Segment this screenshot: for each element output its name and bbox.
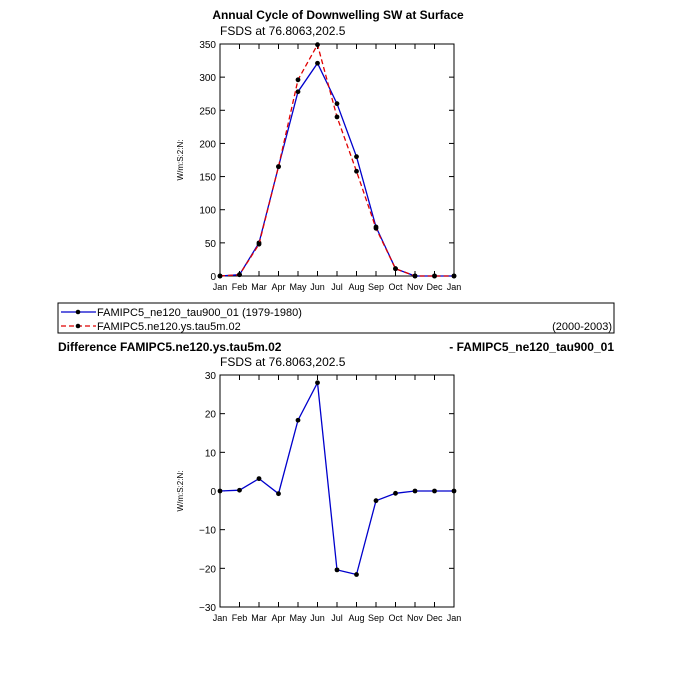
bottom-x-tick-label: Jun [310,613,325,623]
top-y-tick-label: 250 [199,106,216,118]
bottom-plot-series [218,380,457,577]
top-x-tick-label: Jul [331,282,343,292]
bottom-y-tick-label: −10 [199,525,216,537]
top-x-tick-label: Jan [212,282,228,292]
top-x-tick-label: Jun [310,282,325,292]
bottom-x-tick-label: Sep [367,613,385,623]
top-series-1-point [257,242,262,247]
top-x-tick-label: Feb [231,282,248,292]
bottom-x-tick-label: Jan [446,613,462,623]
bottom-x-tick-label: Dec [426,613,443,623]
bottom-series-0-point [296,418,301,423]
legend-entry-control [61,307,302,319]
top-series-1-point [335,115,340,120]
bottom-chart-title-right: - FAMIPC5_ne120_tau900_01 [449,340,614,354]
legend-label-test: FAMIPC5.ne120.ys.tau5m.02 [97,321,241,333]
legend-years-test: (2000-2003) [552,321,612,333]
bottom-x-tick-label: May [289,613,307,623]
top-plot-ticks [199,40,461,292]
top-y-tick-label: 350 [199,40,216,51]
bottom-series-line-0 [220,383,454,575]
top-series-1-point [393,266,398,271]
bottom-y-tick-label: 10 [204,448,216,460]
legend-marker-test [76,324,81,329]
top-chart-title: Annual Cycle of Downwelling SW at Surface [212,8,464,22]
bottom-series-0-point [276,491,281,496]
top-series-0-point [354,154,359,159]
top-y-tick-label: 200 [199,139,216,151]
bottom-series-0-point [237,488,242,493]
bottom-x-tick-label: Apr [271,613,286,623]
bottom-x-tick-label: Nov [406,613,424,623]
top-series-1-point [432,274,437,279]
top-series-1-point [276,164,281,169]
top-y-axis-label: W/m:S:2:N: [176,139,185,181]
top-series-1-point [413,274,418,279]
bottom-series-0-point [432,489,437,494]
bottom-series-0-point [257,476,262,481]
top-series-1-point [237,272,242,277]
top-x-tick-label: Dec [426,282,443,292]
top-series-0-point [315,61,320,66]
bottom-series-0-point [354,572,359,577]
top-y-tick-label: 150 [199,172,216,184]
top-y-tick-label: 300 [199,73,216,85]
bottom-x-tick-label: Feb [231,613,248,623]
bottom-y-tick-label: 0 [210,487,216,498]
top-series-1-point [452,274,457,279]
top-x-tick-label: Aug [348,282,365,292]
top-x-tick-label: Mar [251,282,267,292]
legend-label-control: FAMIPC5_ne120_tau900_01 (1979-1980) [97,307,302,319]
top-series-1-point [354,169,359,174]
top-y-tick-label: 50 [204,238,216,250]
bottom-y-axis-label: W/m:S:2:N: [176,470,185,512]
top-series-0-point [296,89,301,94]
top-x-tick-label: Oct [388,282,403,292]
bottom-x-tick-label: Jan [212,613,228,623]
bottom-chart-title-left: Difference FAMIPC5.ne120.ys.tau5m.02 [58,340,282,354]
bottom-series-0-point [452,489,457,494]
top-series-line-1 [220,45,454,276]
top-series-1-point [296,77,301,82]
top-y-tick-label: 0 [210,272,216,283]
top-series-line-0 [220,63,454,276]
top-series-1-point [218,274,223,279]
top-series-0-point [335,101,340,106]
legend-entry-test [61,321,612,333]
bottom-series-0-point [218,489,223,494]
bottom-x-tick-label: Aug [348,613,365,623]
bottom-y-tick-label: −20 [199,564,216,576]
bottom-series-0-point [413,489,418,494]
bottom-x-tick-label: Mar [251,613,267,623]
bottom-series-0-point [335,567,340,572]
bottom-y-tick-label: −30 [199,603,216,614]
top-plot-series [218,42,457,278]
top-x-tick-label: May [289,282,307,292]
top-series-1-point [374,226,379,231]
bottom-series-0-point [393,491,398,496]
bottom-series-0-point [374,498,379,503]
top-y-tick-label: 100 [199,205,216,217]
top-x-tick-label: Sep [367,282,385,292]
top-series-1-point [315,42,320,47]
bottom-x-tick-label: Oct [388,613,403,623]
bottom-y-tick-label: 30 [204,371,216,382]
top-x-tick-label: Apr [271,282,286,292]
bottom-y-tick-label: 20 [204,409,216,421]
top-x-tick-label: Jan [446,282,462,292]
top-plot-frame [220,44,454,276]
top-chart-subtitle: FSDS at 76.8063,202.5 [220,24,346,38]
bottom-chart-subtitle: FSDS at 76.8063,202.5 [220,355,346,369]
top-x-tick-label: Nov [406,282,424,292]
bottom-x-tick-label: Jul [331,613,343,623]
bottom-series-0-point [315,380,320,385]
bottom-plot-ticks [199,371,461,623]
legend-marker-control [76,310,81,315]
